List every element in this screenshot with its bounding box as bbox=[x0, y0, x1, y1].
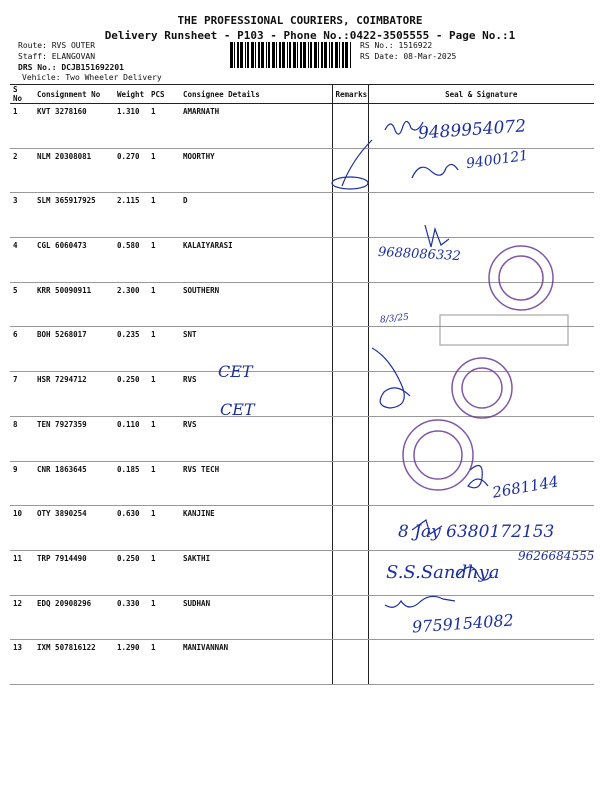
sig-10-phone: 2681144 bbox=[490, 472, 560, 502]
cell-consignment: CNR 1863645 bbox=[34, 461, 114, 506]
col-consignment: Consignment No bbox=[34, 85, 114, 104]
cell-pcs: 1 bbox=[148, 595, 180, 640]
cell-consignee: RVS TECH bbox=[180, 461, 332, 506]
cell-sno: 10 bbox=[10, 506, 34, 551]
col-pcs: PCS bbox=[148, 85, 180, 104]
cell-weight: 1.310 bbox=[114, 104, 148, 149]
cell-sno: 7 bbox=[10, 372, 34, 417]
cell-sno: 1 bbox=[10, 104, 34, 149]
cell-weight: 0.250 bbox=[114, 372, 148, 417]
signature-2-scribble bbox=[412, 164, 458, 178]
signature-7-scribble bbox=[372, 348, 410, 408]
cell-pcs: 1 bbox=[148, 238, 180, 283]
cell-pcs: 1 bbox=[148, 461, 180, 506]
sig-13-phone: 9759154082 bbox=[411, 610, 515, 637]
cell-sno: 13 bbox=[10, 640, 34, 685]
cell-pcs: 1 bbox=[148, 416, 180, 461]
sig-1-phone: 9489954072 bbox=[417, 116, 527, 144]
cell-consignee: RVS bbox=[180, 372, 332, 417]
cell-consignment: KRR 50090911 bbox=[34, 282, 114, 327]
cell-weight: 1.290 bbox=[114, 640, 148, 685]
cell-consignment: KVT 3278160 bbox=[34, 104, 114, 149]
cell-consignee: KANJINE bbox=[180, 506, 332, 551]
cell-consignment: IXM 507816122 bbox=[34, 640, 114, 685]
drs-number: DRS No.: DCJB151692201 bbox=[18, 63, 124, 72]
cell-pcs: 1 bbox=[148, 282, 180, 327]
cell-pcs: 1 bbox=[148, 148, 180, 193]
cell-weight: 0.110 bbox=[114, 416, 148, 461]
cell-weight: 0.185 bbox=[114, 461, 148, 506]
cell-weight: 0.250 bbox=[114, 550, 148, 595]
cell-consignment: EDQ 20908296 bbox=[34, 595, 114, 640]
cell-consignment: TEN 7927359 bbox=[34, 416, 114, 461]
cell-consignee: AMARNATH bbox=[180, 104, 332, 149]
cell-pcs: 1 bbox=[148, 506, 180, 551]
cell-consignment: CGL 6060473 bbox=[34, 238, 114, 283]
cell-weight: 0.630 bbox=[114, 506, 148, 551]
remark-7-note: CET bbox=[218, 362, 253, 381]
cell-pcs: 1 bbox=[148, 104, 180, 149]
rs-date: RS Date: 08-Mar-2025 bbox=[360, 52, 457, 61]
cell-consignment: OTY 3890254 bbox=[34, 506, 114, 551]
cell-sno: 11 bbox=[10, 550, 34, 595]
cell-weight: 2.115 bbox=[114, 193, 148, 238]
stamp-6-box bbox=[440, 315, 568, 345]
cell-consignment: NLM 20308081 bbox=[34, 148, 114, 193]
cell-consignment: SLM 365917925 bbox=[34, 193, 114, 238]
cell-consignee: SOUTHERN bbox=[180, 282, 332, 327]
cell-weight: 0.330 bbox=[114, 595, 148, 640]
cell-consignee: MOORTHY bbox=[180, 148, 332, 193]
staff: Staff: ELANGOVAN bbox=[18, 52, 96, 61]
rs-number: RS No.: 1516922 bbox=[360, 41, 433, 50]
cell-sno: 3 bbox=[10, 193, 34, 238]
cell-pcs: 1 bbox=[148, 372, 180, 417]
runsheet-subtitle: Delivery Runsheet - P103 - Phone No.:0422-3505555 - Page No.:1 bbox=[104, 29, 516, 42]
sig-6-date: 8/3/25 bbox=[379, 312, 410, 326]
cell-weight: 2.300 bbox=[114, 282, 148, 327]
cell-sno: 6 bbox=[10, 327, 34, 372]
col-weight: Weight bbox=[114, 85, 148, 104]
signature-4-scribble bbox=[425, 225, 449, 247]
remarks-swoosh bbox=[342, 140, 372, 186]
cell-sno: 4 bbox=[10, 238, 34, 283]
cell-consignee: KALAIYARASI bbox=[180, 238, 332, 283]
sig-12-name: S.S.Sandhya bbox=[386, 562, 500, 583]
cell-consignee: SUDHAN bbox=[180, 595, 332, 640]
vehicle: Vehicle: Two Wheeler Delivery bbox=[22, 73, 162, 82]
cell-weight: 0.580 bbox=[114, 238, 148, 283]
cell-consignment: BOH 5268017 bbox=[34, 327, 114, 372]
col-signature: Seal & Signature bbox=[368, 85, 594, 104]
col-sno: S No bbox=[10, 85, 34, 104]
company-title: THE PROFESSIONAL COURIERS, COIMBATORE bbox=[177, 14, 423, 27]
cell-consignee: RVS bbox=[180, 416, 332, 461]
cell-sno: 9 bbox=[10, 461, 34, 506]
cell-sno: 5 bbox=[10, 282, 34, 327]
cell-sno: 12 bbox=[10, 595, 34, 640]
cell-consignee: SAKTHI bbox=[180, 550, 332, 595]
sig-4-phone: 9688086332 bbox=[377, 244, 462, 265]
signature-10-scribble bbox=[468, 466, 488, 488]
cell-sno: 2 bbox=[10, 148, 34, 193]
col-remarks: Remarks bbox=[332, 85, 368, 104]
cell-sno: 8 bbox=[10, 416, 34, 461]
remark-8-note: CET bbox=[220, 400, 255, 419]
cell-pcs: 1 bbox=[148, 550, 180, 595]
cell-weight: 0.270 bbox=[114, 148, 148, 193]
sig-12-phone: 9626684555 bbox=[518, 549, 595, 563]
signature-13-scribble bbox=[385, 596, 455, 607]
col-consignee: Consignee Details bbox=[180, 85, 332, 104]
cell-consignee: D bbox=[180, 193, 332, 238]
cell-pcs: 1 bbox=[148, 640, 180, 685]
sig-11-text: 8 Jay 6380172153 bbox=[398, 522, 555, 542]
sig-2-phone: 9400121 bbox=[465, 147, 530, 173]
route: Route: RVS OUTER bbox=[18, 41, 96, 50]
cell-consignee: SNT bbox=[180, 327, 332, 372]
cell-weight: 0.235 bbox=[114, 327, 148, 372]
cell-consignment: HSR 7294712 bbox=[34, 372, 114, 417]
remarks-circle bbox=[332, 177, 368, 189]
cell-consignee: MANIVANNAN bbox=[180, 640, 332, 685]
cell-consignment: TRP 7914490 bbox=[34, 550, 114, 595]
stamp-8-seal bbox=[452, 358, 512, 418]
cell-pcs: 1 bbox=[148, 193, 180, 238]
cell-pcs: 1 bbox=[148, 327, 180, 372]
